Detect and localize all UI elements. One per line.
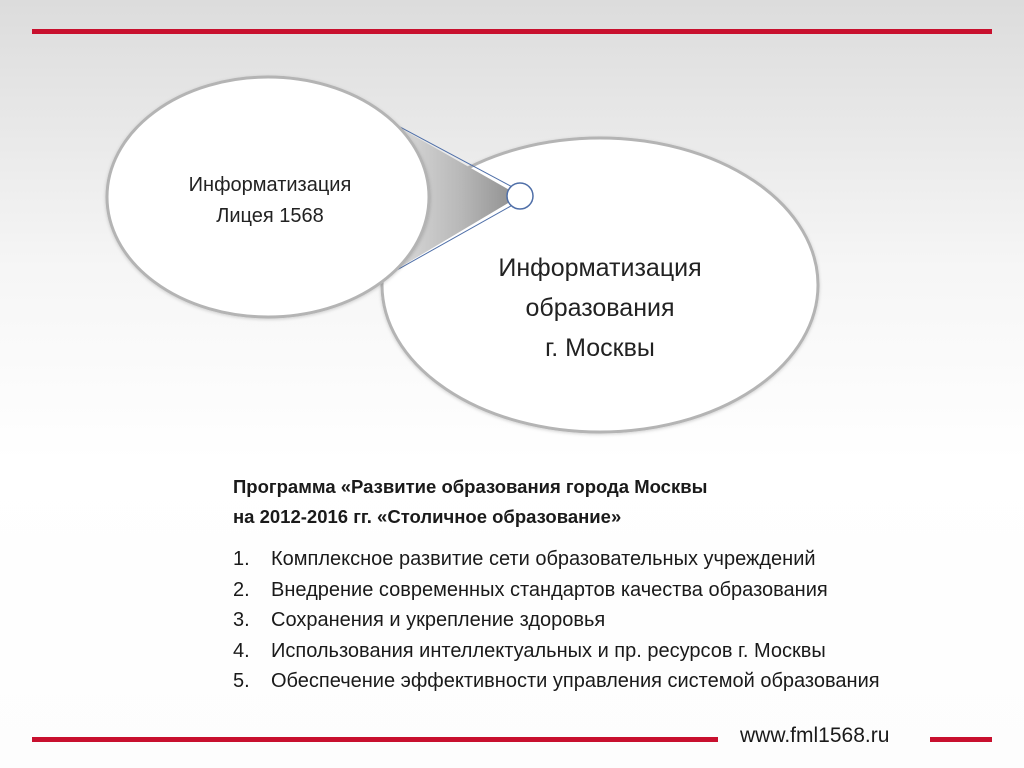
program-list (233, 544, 993, 697)
big-circle-label (420, 248, 780, 368)
program-title-line1: Программа «Развитие образования города Москвы (233, 476, 708, 497)
program-block (233, 472, 993, 697)
list-item-number: 2. (233, 578, 250, 601)
list-item-text: Сохранения и укрепление здоровья (271, 609, 606, 631)
list-item-number: 5. (233, 670, 250, 692)
list-item-number: 1. (233, 548, 250, 570)
big-circle-label-line3: г. Москвы (545, 334, 655, 362)
list-item (233, 666, 993, 697)
list-item (233, 575, 993, 606)
program-title-line2: на 2012-2016 гг. «Столичное образование» (233, 506, 622, 527)
connector-node (507, 183, 533, 209)
list-item (233, 605, 993, 636)
small-circle-label-line1: Информатизация (188, 174, 352, 196)
big-circle-label-line2: образования (525, 294, 675, 322)
program-title (233, 472, 993, 532)
list-item-number: 3. (233, 609, 250, 631)
list-item-text: Обеспечение эффективности управления системой образования (271, 670, 880, 692)
list-item-text: Использования интеллектуальных и пр. ресурсов г. Москвы (271, 639, 826, 662)
list-item (233, 544, 993, 575)
small-circle-label (140, 170, 400, 232)
bottom-divider-left (32, 737, 718, 742)
bottom-divider-right (930, 737, 992, 742)
small-circle-label-line2: Лицея 1568 (216, 205, 324, 227)
list-item-number: 4. (233, 639, 250, 662)
list-item-text: Комплексное развитие сети образовательных учреждений (271, 548, 816, 570)
big-circle-label-line1: Информатизация (498, 254, 702, 282)
site-link[interactable]: www.fml1568.ru (740, 724, 890, 747)
list-item (233, 636, 993, 667)
list-item-text: Внедрение современных стандартов качества образования (271, 578, 828, 601)
